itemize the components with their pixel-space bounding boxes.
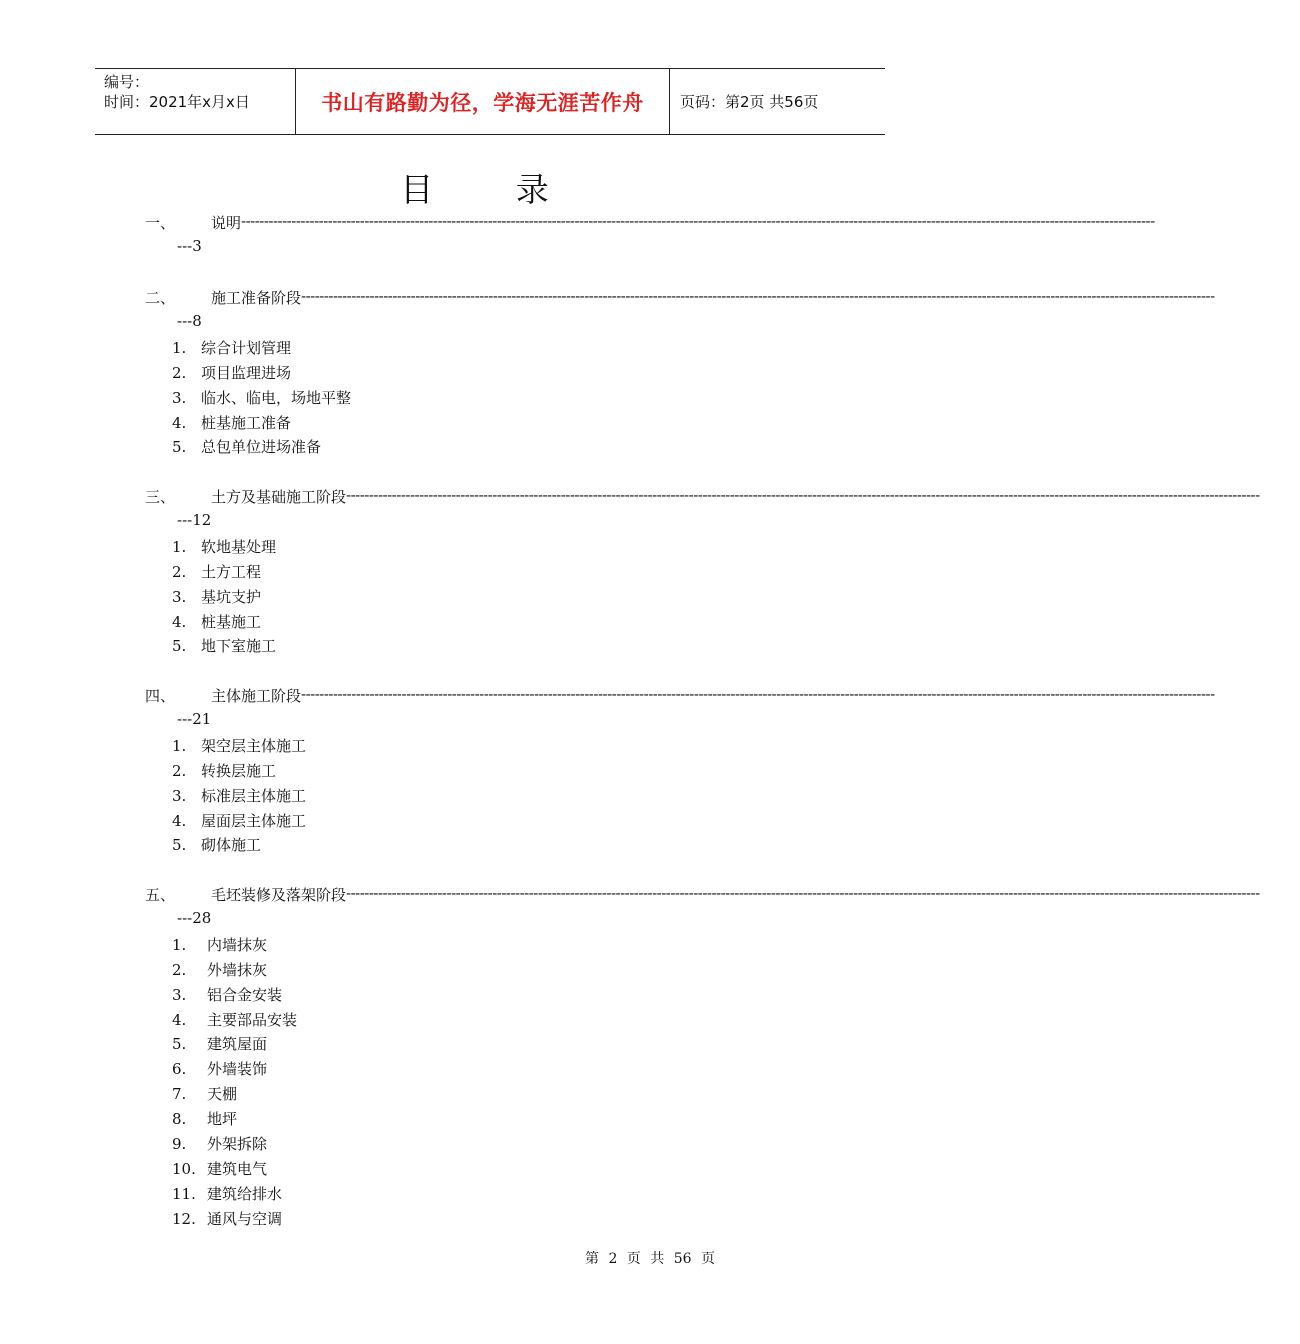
toc-item-title: 外架拆除 [207,1135,268,1153]
toc-section-page: ---21 [177,709,212,728]
toc-section-page: ---3 [177,236,202,255]
page-header [95,68,885,135]
toc-section[interactable] [145,486,1260,507]
toc-item-title: 综合计划管理 [201,338,292,357]
toc-item-number: 5. [172,1035,187,1054]
toc-item-number: 3. [172,388,187,407]
toc-section[interactable] [145,685,1215,706]
toc-item-number: 2. [172,562,187,581]
toc-leader: -------------------------------------------------------------------------------------------------------------------------------------------------------------------------------------------------------- [301,287,1215,305]
toc-item[interactable] [172,1183,282,1204]
toc-item[interactable] [172,785,306,806]
toc-section-page: ---12 [177,510,212,529]
toc-item[interactable] [172,1208,282,1229]
serial-label: 编号： [104,73,150,91]
toc-item[interactable] [172,536,276,557]
toc-item[interactable] [172,760,276,781]
header-info-cell [95,69,296,134]
toc-item-title: 标准层主体施工 [201,786,307,805]
toc-section[interactable] [145,287,1215,308]
toc-section-number: 四、 [145,687,176,705]
toc-item-title: 基坑支护 [201,587,262,606]
toc-item-title: 天棚 [207,1085,238,1104]
toc-item-title: 架空层主体施工 [201,736,307,755]
toc-item-number: 9. [172,1135,187,1153]
toc-item-title: 转换层施工 [201,761,277,780]
toc-section-title: 施工准备阶段 [211,289,302,307]
toc-item-title: 内墙抹灰 [207,935,268,954]
toc-item[interactable] [172,834,261,855]
toc-item-number: 4. [172,612,187,631]
toc-item-number: 3. [172,985,187,1004]
toc-item[interactable] [172,1083,237,1104]
toc-item[interactable] [172,1108,237,1129]
toc-item[interactable] [172,1158,267,1179]
toc-item-number: 11. [172,1184,196,1203]
toc-item-number: 3. [172,786,187,805]
toc-item-number: 4. [172,413,187,432]
toc-item[interactable] [172,635,276,656]
toc-item[interactable] [172,1133,267,1154]
toc-section-page: ---28 [177,908,212,927]
toc-item-number: 5. [172,438,187,457]
toc-item-number: 2. [172,761,187,780]
toc-item[interactable] [172,810,306,831]
page-title: 目 录 [400,170,585,209]
toc-item[interactable] [172,611,261,632]
toc-item-title: 项目监理进场 [201,363,292,382]
toc-item[interactable] [172,1033,267,1054]
toc-section-number: 二、 [145,289,176,307]
toc-item-title: 临水、临电，场地平整 [201,388,352,407]
toc-section-title: 说明 [211,214,242,232]
toc-item-title: 砌体施工 [201,836,262,855]
toc-section-page: ---8 [177,311,202,330]
toc-item-number: 4. [172,1010,187,1029]
toc-item-title: 地坪 [207,1110,238,1129]
toc-item-number: 1. [172,537,187,556]
toc-item-number: 4. [172,811,187,830]
toc-item-title: 总包单位进场准备 [201,438,322,457]
page-footer: 第 2 页 共 56 页 [585,1251,715,1267]
toc-section-title: 主体施工阶段 [211,687,302,705]
toc-item-number: 12. [172,1209,196,1228]
toc-item[interactable] [172,561,261,582]
toc-item-title: 地下室施工 [201,637,277,656]
toc-item-number: 6. [172,1060,187,1079]
motto-text: 书山有路勤为径，学海无涯苦作舟 [321,90,644,115]
toc-item[interactable] [172,735,306,756]
toc-section-title: 毛坯装修及落架阶段 [211,886,347,904]
toc-item-number: 8. [172,1110,187,1129]
toc-item-title: 主要部品安装 [207,1010,298,1029]
toc-item-title: 屋面层主体施工 [201,811,307,830]
toc-leader: -------------------------------------------------------------------------------------------------------------------------------------------------------------------------------------------------------- [346,884,1260,902]
toc-item[interactable] [172,362,291,383]
toc-item[interactable] [172,387,351,408]
toc-item[interactable] [172,412,291,433]
toc-item[interactable] [172,984,282,1005]
toc-item[interactable] [172,337,291,358]
toc-item[interactable] [172,934,267,955]
toc-item[interactable] [172,1058,267,1079]
toc-item-number: 7. [172,1085,187,1104]
toc-section-number: 五、 [145,886,176,904]
toc-item-number: 1. [172,935,187,954]
toc-item-number: 1. [172,338,187,357]
toc-section[interactable] [145,212,1155,233]
toc-item-number: 5. [172,637,187,656]
toc-item-title: 铝合金安装 [207,985,283,1004]
toc-item[interactable] [172,1009,297,1030]
toc-item[interactable] [172,436,321,457]
toc-leader: -------------------------------------------------------------------------------------------------------------------------------------------------------------------------------------------------------- [346,486,1260,504]
toc-item-title: 建筑电气 [207,1159,268,1178]
toc-item-title: 桩基施工 [201,612,262,631]
toc-item-title: 建筑给排水 [207,1184,283,1203]
toc-section-number: 三、 [145,488,176,506]
toc-item-title: 桩基施工准备 [201,413,292,432]
toc-item-title: 建筑屋面 [207,1035,268,1054]
toc-item-number: 5. [172,836,187,855]
motto-cell [296,69,670,134]
toc-item-number: 2. [172,960,187,979]
toc-item-number: 10. [172,1159,196,1178]
toc-item-number: 3. [172,587,187,606]
toc-leader: -------------------------------------------------------------------------------------------------------------------------------------------------------------------------------------------------------- [241,212,1155,230]
toc-item[interactable] [172,586,261,607]
toc-item[interactable] [172,959,267,980]
time-line: 时间：2021年x月x日 [104,93,250,111]
toc-item-number: 2. [172,363,187,382]
toc-leader: -------------------------------------------------------------------------------------------------------------------------------------------------------------------------------------------------------- [301,685,1215,703]
toc-item-title: 软地基处理 [201,537,277,556]
toc-section-number: 一、 [145,214,176,232]
toc-item-title: 外墙装饰 [207,1060,268,1079]
toc-item-title: 通风与空调 [207,1209,283,1228]
toc-item-title: 外墙抹灰 [207,960,268,979]
toc-section-title: 土方及基础施工阶段 [211,488,347,506]
toc-item-number: 1. [172,736,187,755]
toc-item-title: 土方工程 [201,562,262,581]
page-info: 页码：第2页 共56页 [680,93,819,111]
toc-section[interactable] [145,884,1260,905]
